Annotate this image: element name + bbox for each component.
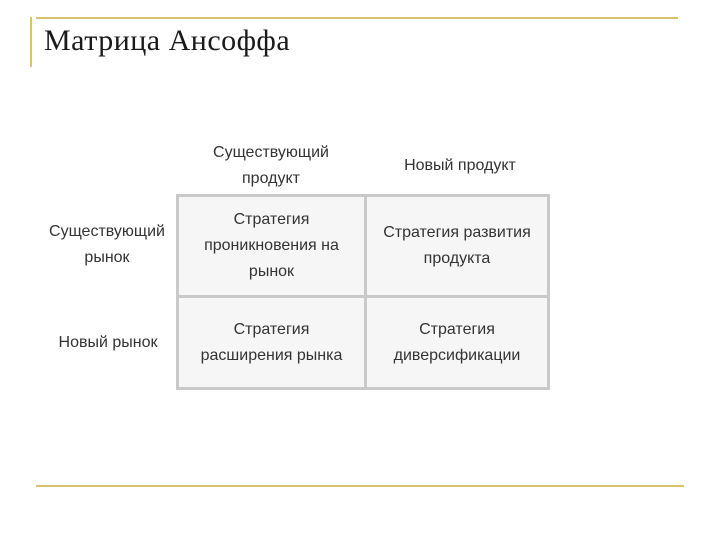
column-header-existing-product: Существующий продукт: [213, 144, 329, 187]
column-header-new-product: Новый продукт: [404, 157, 516, 174]
left-decorative-rule: [30, 17, 32, 67]
cell-market-penetration: Стратегия проникновения на рынок: [204, 211, 339, 280]
cell-diversification: Стратегия диверсификации: [393, 320, 521, 364]
top-decorative-rule: [36, 17, 678, 19]
row-header-new-market: Новый рынок: [58, 334, 158, 351]
matrix-grid: [176, 194, 550, 390]
cell-product-development: Стратегия развития продукта: [383, 224, 531, 267]
bottom-decorative-rule: [36, 485, 684, 487]
slide-title: Матрица Ансоффа: [44, 24, 291, 57]
cell-market-development: Стратегия расширения рынка: [200, 320, 343, 364]
row-header-existing-market: Существующий рынок: [49, 223, 165, 266]
